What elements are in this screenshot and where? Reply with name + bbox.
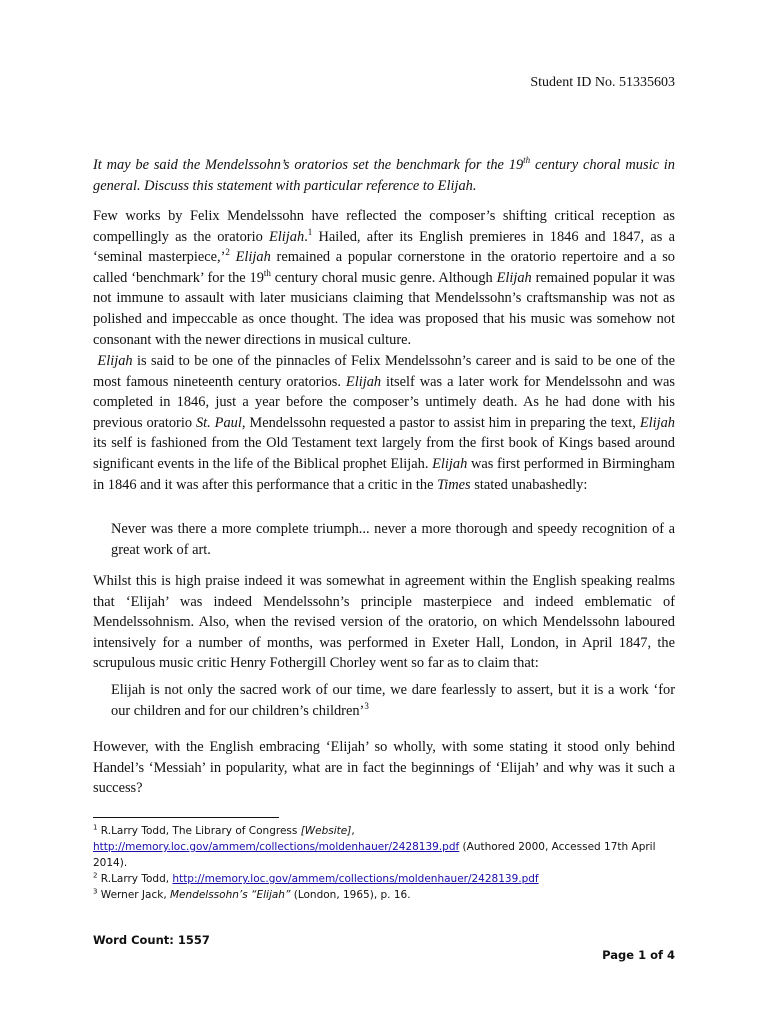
paragraph-2: Elijah is said to be one of the pinnacles of Felix Mendelssohn’s career and is said to be one of the most famous nineteenth century oratorios. Elijah itself was a later work for Mendelssohn and was completed in 1846, just a year before the composer’s untimely death. As he had done with his previous oratorio St. Paul, Mendelssohn requested a pastor to assist him in preparing the text, Elijah its self is fashioned from the Old Testament text largely from the first book of Kings based around significant events in the life of the Biblical prophet Elijah. Elijah was first performed in Birmingham in 1846 and it was after this performance that a critic in the Times stated unabashedly: xyxy=(93,353,676,493)
paragraph-3: Whilst this is high praise indeed it was somewhat in agreement within the English speaking realms that ‘Elijah’ was indeed Mendelssohn’s principle masterpiece and indeed emblematic of Mendelssohnism. Also, when the revised version of the oratorio, on which Mendelssohn laboured intensively for a number of months, was performed in Exeter Hall, London, in April 1847, the scrupulous music critic Henry Fothergill Chorley went so far as to claim that: xyxy=(93,573,675,672)
footnote-ref-1: 1 xyxy=(307,226,313,237)
footnote-divider xyxy=(93,817,279,818)
page-number: Page 1 of 4 xyxy=(602,948,675,962)
footnote-1-link[interactable]: http://memory.loc.gov/ammem/collections/moldenhauer/2428139.pdf xyxy=(93,841,460,853)
footnote-2-link[interactable]: http://memory.loc.gov/ammem/collections/moldenhauer/2428139.pdf xyxy=(172,873,539,885)
word-count: Word Count: 1557 xyxy=(93,933,210,947)
document-page xyxy=(93,0,675,1024)
footnote-ref-3: 3 xyxy=(364,700,369,711)
block-quote-1: Never was there a more complete triumph... never a more thorough and speedy recognition of a great work of art. xyxy=(111,521,675,558)
footnote-2: $^2$ R.Larry Todd, http://memory.loc.gov/ammem/collections/moldenhauer/2428139.pdf xyxy=(93,871,539,885)
footnote-ref-2: 2 xyxy=(225,247,230,258)
block-quote-2: Elijah is not only the sacred work of our time, we dare fearlessly to assert, but it is a work ‘for our children and for our children’s children’$^3$ xyxy=(111,682,675,719)
footnote-3: $^3$ Werner Jack, Mendelssohn’s “Elijah” (London, 1965), p. 16. xyxy=(93,887,411,901)
footnotes xyxy=(93,823,675,903)
paragraph-1: Few works by Felix Mendelssohn have reflected the composer’s shifting critical reception as compellingly as the oratorio Elijah.$^1$ Hailed, after its English premieres in 1846 and 1847, as a ‘seminal masterpiece,’$^2$ Elijah remained a popular cornerstone in the oratorio repertoire and a so called ‘benchmark’ for the 19th century choral music genre. Although Elijah remained popular it was not immune to assault with later musicians claiming that Mendelssohn’s craftsmanship was not as polished and impeccable as once thought. The idea was proposed that his music was somehow not consonant with the newer directions in musical culture. xyxy=(93,208,675,348)
paragraph-4: However, with the English embracing ‘Elijah’ so wholly, with some stating it stood only behind Handel’s ‘Messiah’ in popularity, what are in fact the beginnings of ‘Elijah’ and why was it such a success? xyxy=(93,739,675,797)
essay-question: It may be said the Mendelssohn’s oratorios set the benchmark for the 19th century choral music in general. Discuss this statement with particular reference to Elijah. xyxy=(93,155,675,194)
footnote-1: $^1$ R.Larry Todd, The Library of Congress [Website], http://memory.loc.gov/ammem/collections/moldenhauer/2428139.pdf (Authored 2000, Accessed 17th April 2014). xyxy=(93,823,656,869)
student-id: Student ID No. 51335603 xyxy=(530,75,675,90)
